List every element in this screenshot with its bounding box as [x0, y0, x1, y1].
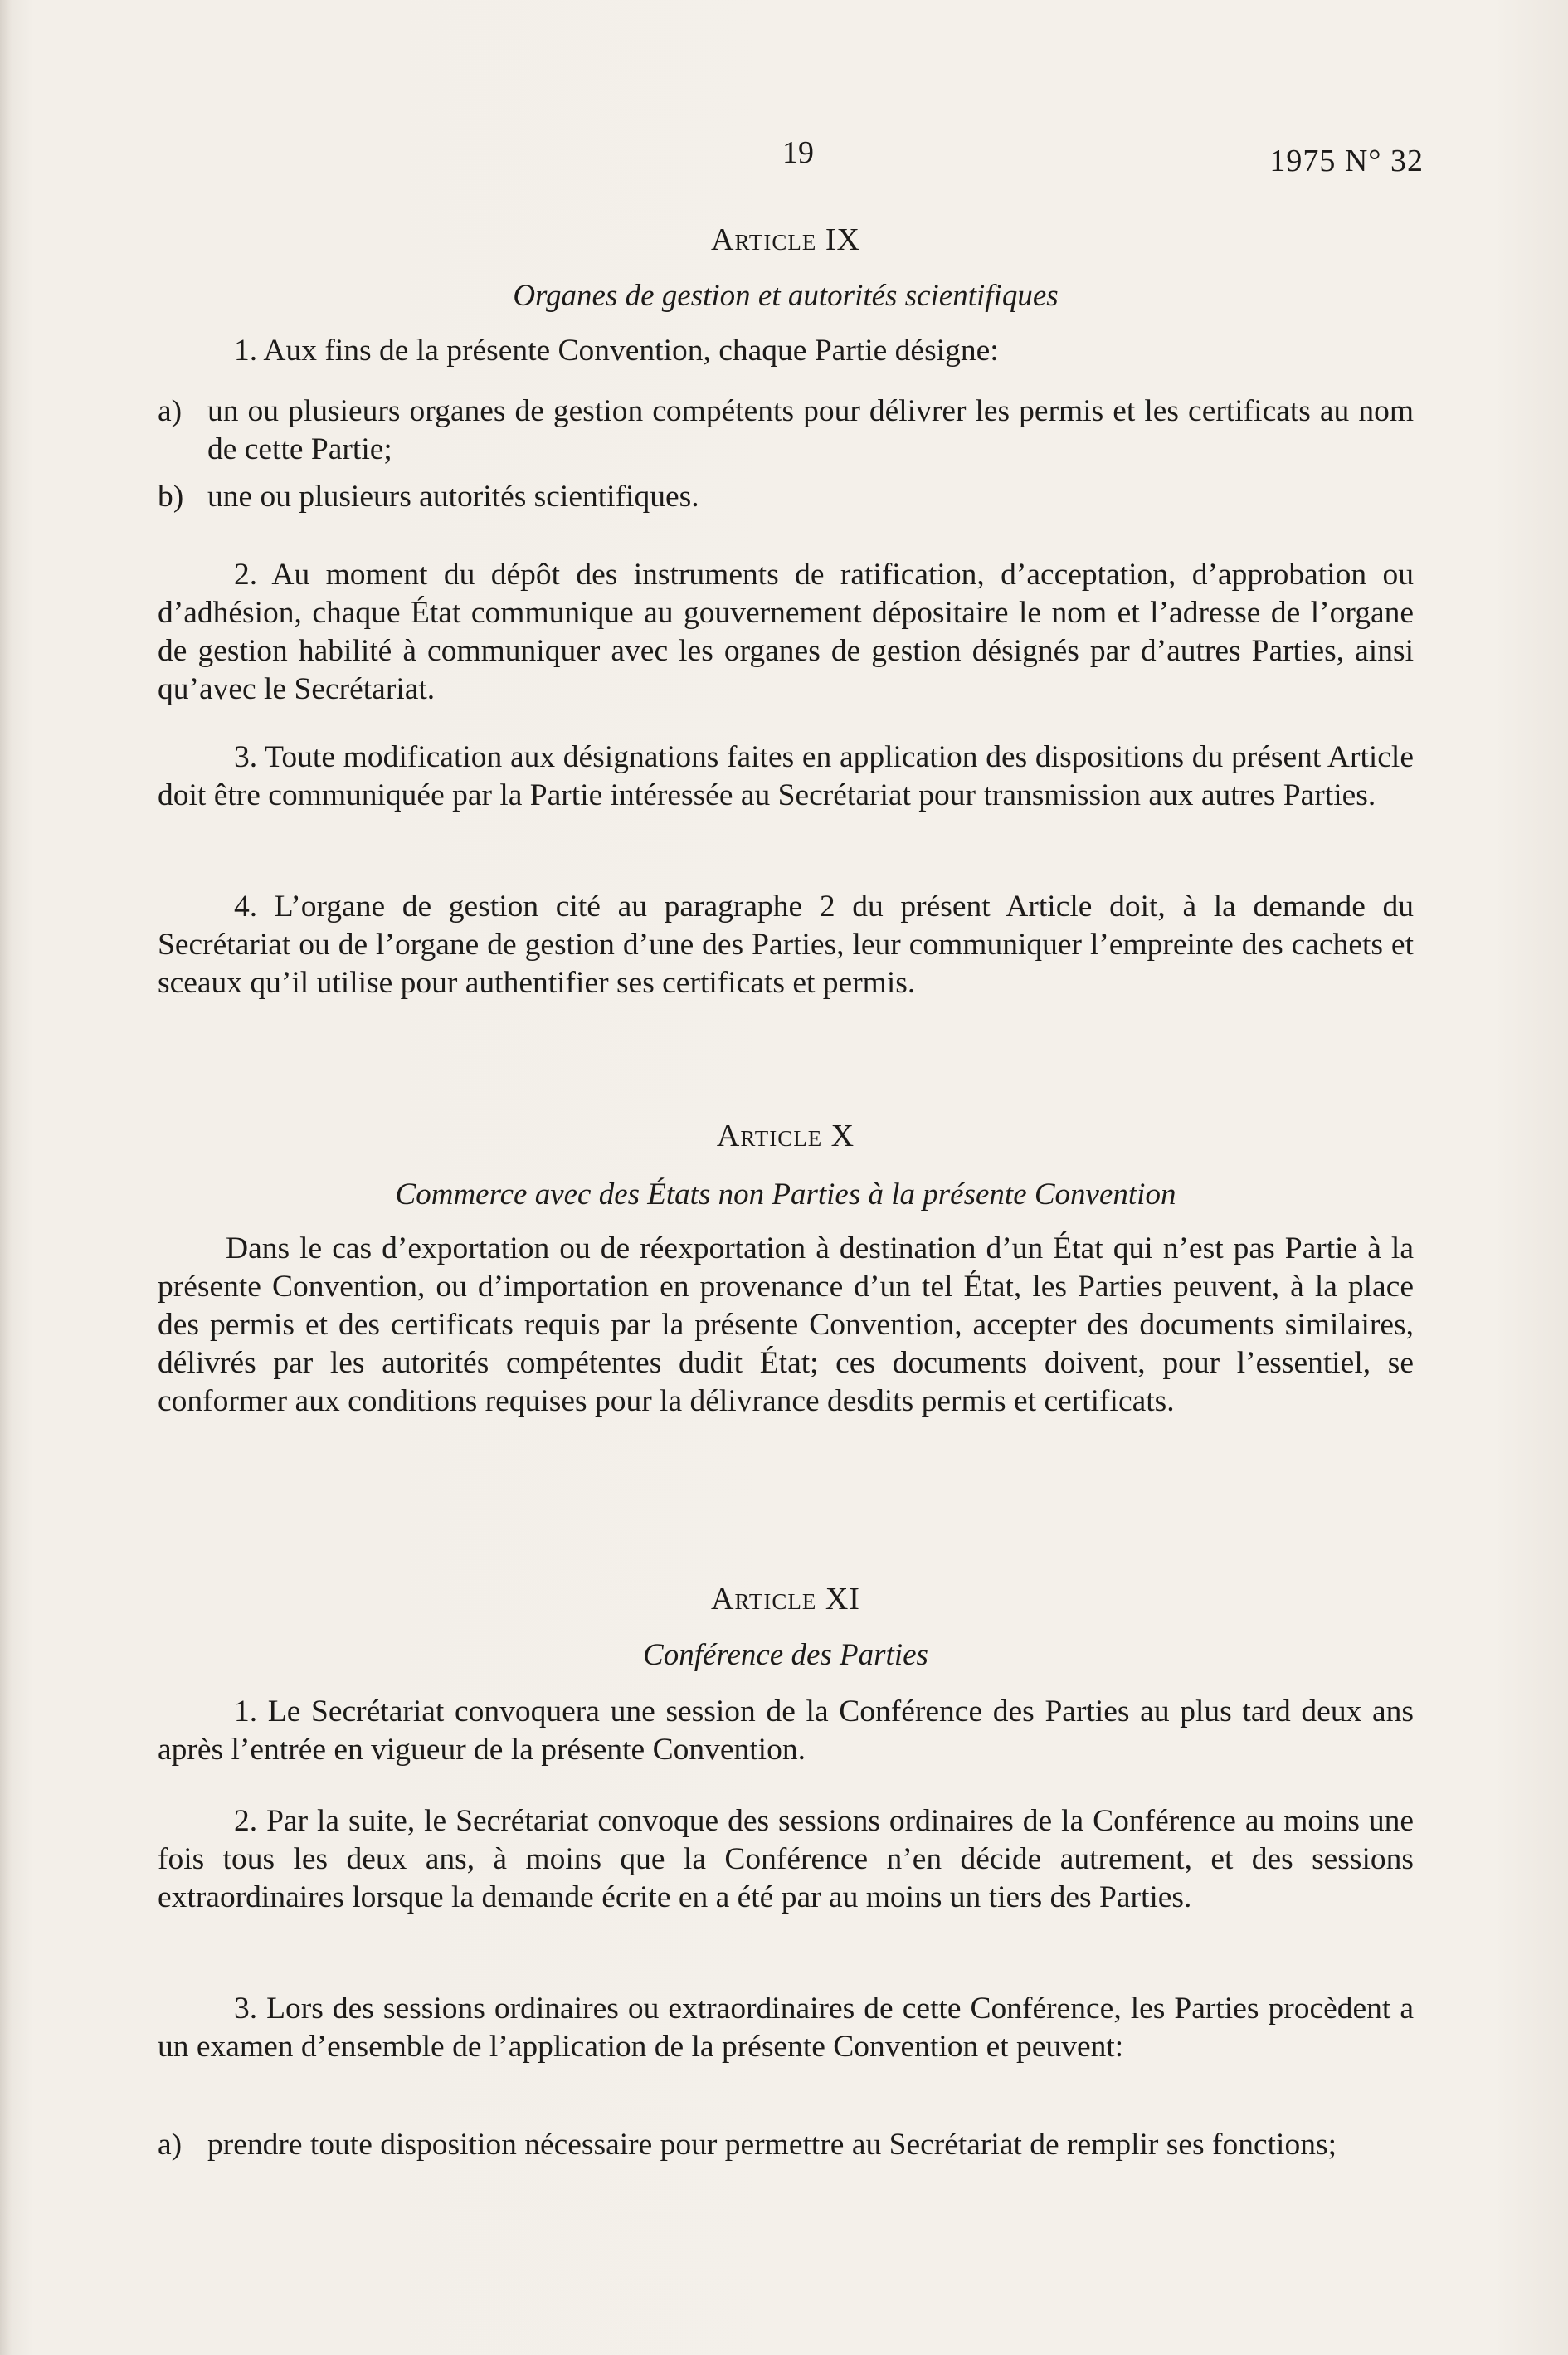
article-ix-para-4-block — [158, 888, 1414, 1002]
article-xi-item-a — [158, 2126, 1414, 2164]
article-xi-paragraph-3: 3. Lors des sessions ordinaires ou extraordinaires de cette Conférence, les Parties procèdent a un examen d’ensemble de l’application de la présente Convention et peuvent: — [158, 1992, 1414, 2064]
article-x-para-block — [158, 1230, 1414, 1421]
item-a-text: un ou plusieurs organes de gestion compétents pour délivrer les permis et les certificats au nom de cette Partie; — [207, 394, 1414, 466]
article-xi-para-1-block — [158, 1693, 1414, 1769]
article-x-paragraph: Dans le cas d’exportation ou de réexportation à destination d’un État qui n’est pas Partie à la présente Convention, ou d’importation en provenance d’un tel État, les Parties peuvent, à la place des permis et des certificats requis par la présente Convention, accepter des documents similaires, délivrés par les autorités compétentes dudit État; ces documents doivent, pour l’essentiel, se conformer aux conditions requises pour la délivrance desdits permis et certificats. — [158, 1231, 1414, 1418]
article-x-title: Article X — [716, 1119, 855, 1153]
article-xi-para-2-block — [158, 1802, 1414, 1917]
article-xi-paragraph-1: 1. Le Secrétariat convoquera une session de la Conférence des Parties au plus tard deux ans après l’entrée en vigueur de la présente Convention. — [158, 1694, 1414, 1767]
article-ix-para-2-block — [158, 556, 1414, 709]
page-number: 19 — [782, 135, 814, 170]
article-xi-paragraph-2: 2. Par la suite, le Secrétariat convoque des sessions ordinaires de la Conférence au moins une fois tous les deux ans, à moins que la Conférence n’en décide autrement, et des sessions extraordinaires lorsque la demande écrite en a été par au moins un tiers des Parties. — [158, 1804, 1414, 1914]
article-xi-para-3-block — [158, 1990, 1414, 2066]
article-x-subtitle: Commerce avec des États non Parties à la présente Convention — [395, 1178, 1176, 1212]
article-ix-item-a-block — [158, 392, 1414, 469]
item-a-text: prendre toute disposition nécessaire pour permettre au Secrétariat de remplir ses fonctions; — [207, 2128, 1337, 2162]
article-ix-para-1-block — [158, 332, 1414, 370]
item-b-text: une ou plusieurs autorités scientifiques. — [207, 480, 699, 514]
item-b-label: b) — [158, 480, 184, 514]
article-ix-title: Article IX — [711, 222, 860, 257]
article-xi-subtitle: Conférence des Parties — [643, 1638, 928, 1672]
article-xi-item-a-block — [158, 2126, 1414, 2164]
article-ix-item-b-block — [158, 478, 1414, 516]
document-reference: 1975 N° 32 — [1269, 144, 1424, 178]
article-ix-paragraph-2: 2. Au moment du dépôt des instruments de ratification, d’acceptation, d’approbation ou d’adhésion, chaque État communique au gouvernement dépositaire le nom et l’adresse de l’organe de gestion habilité à communiquer avec les organes de gestion désignés par d’autres Parties, ainsi qu’avec le Secrétariat. — [158, 558, 1414, 706]
article-ix-paragraph-3: 3. Toute modification aux désignations faites en application des dispositions du présent Article doit être communiquée par la Partie intéressée au Secrétariat pour transmission aux autres Parties. — [158, 740, 1414, 812]
article-ix-paragraph-4: 4. L’organe de gestion cité au paragraphe 2 du présent Article doit, à la demande du Secrétariat ou de l’organe de gestion d’une des Parties, leur communiquer l’empreinte des cachets et sceaux qu’il utilise pour authentifier ses certificats et permis. — [158, 890, 1414, 1000]
article-ix-subtitle: Organes de gestion et autorités scientifiques — [513, 279, 1059, 313]
page-header — [0, 134, 1568, 184]
item-a-label: a) — [158, 394, 183, 428]
article-ix-item-b — [158, 478, 1414, 516]
article-ix-paragraph-1: 1. Aux fins de la présente Convention, chaque Partie désigne: — [234, 334, 999, 368]
article-ix-para-3-block — [158, 739, 1414, 815]
page-binding-edge — [0, 0, 12, 2355]
article-xi-title: Article XI — [711, 1582, 860, 1616]
item-a-label: a) — [158, 2128, 183, 2162]
article-ix-item-a — [158, 392, 1414, 469]
